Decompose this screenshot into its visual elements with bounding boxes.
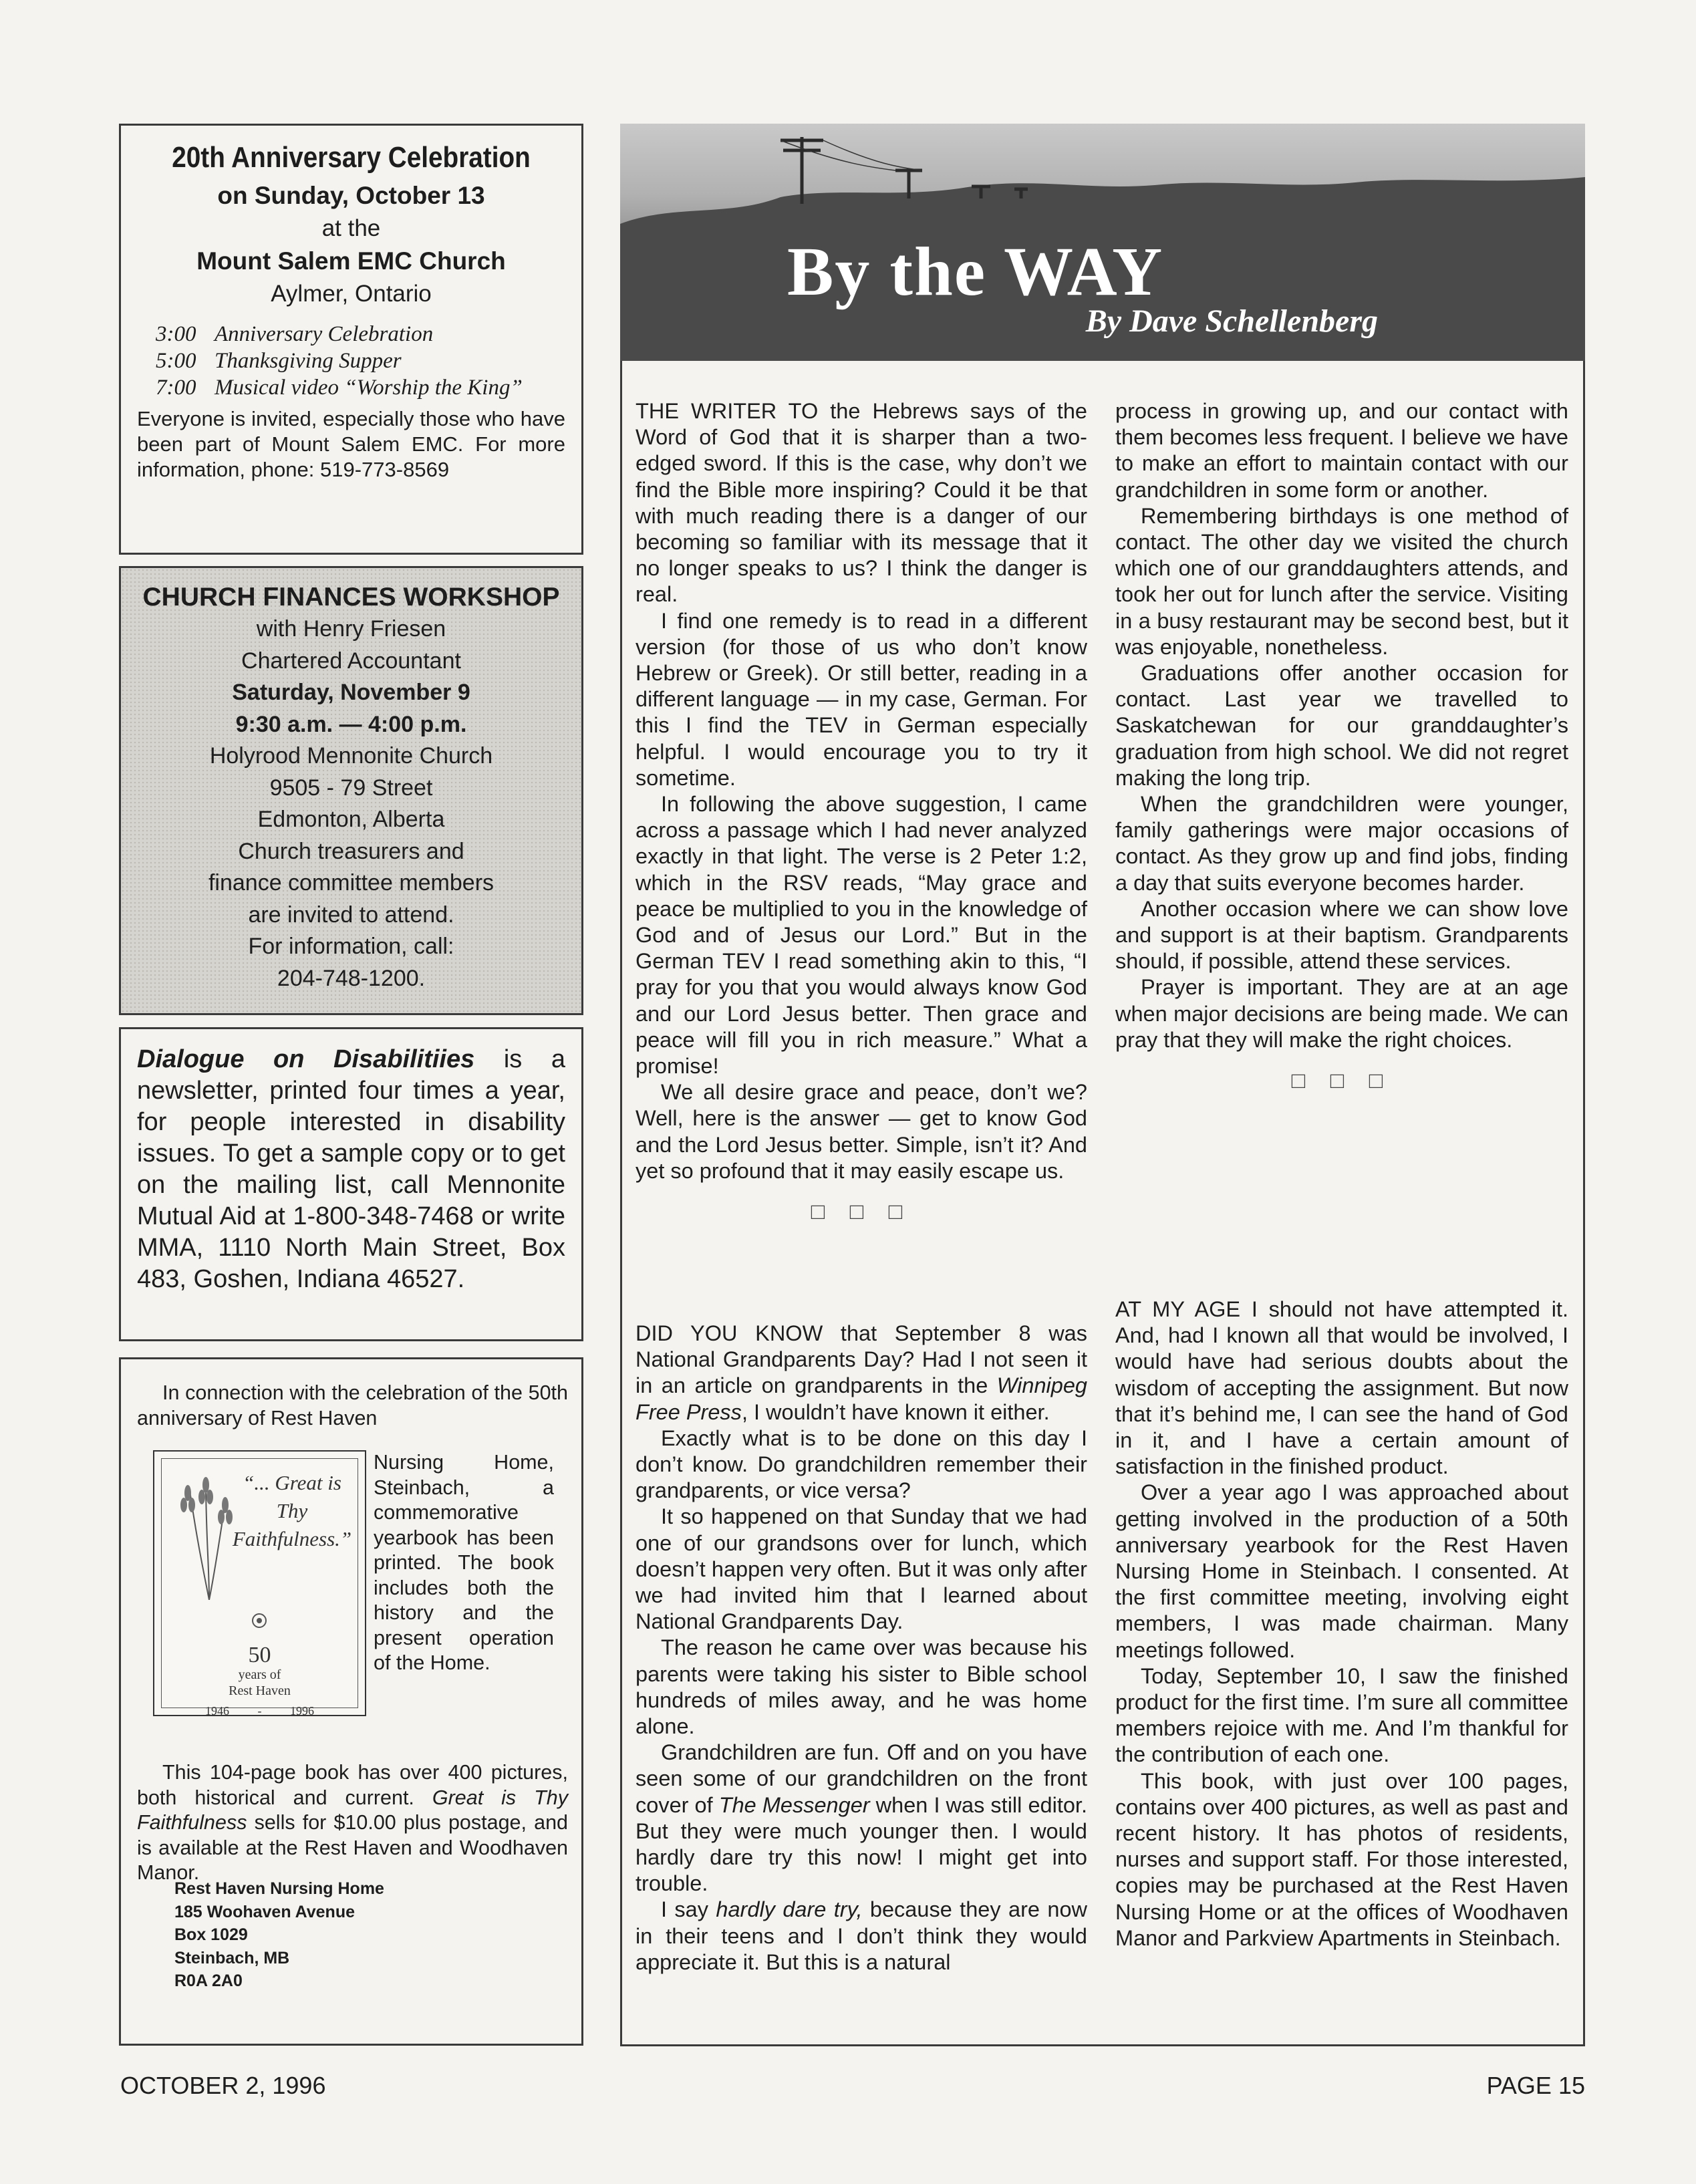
yearbook-cover-years: years of Rest Haven bbox=[229, 1667, 291, 1698]
paragraph: When the grandchildren were younger, family gatherings were major occasions of contact. As they grow up and find jobs, finding a day that suits everyone becomes harder. bbox=[1115, 792, 1568, 895]
workshop-date: Saturday, November 9 bbox=[232, 680, 470, 705]
column-title: By the WAY bbox=[787, 233, 1164, 310]
paragraph: I find one remedy is to read in a different version (for those of us who don’t know Hebrew or Greek). Or still better, reading in a different language — in my case, German. For this I find the TEV in German especially helpful. I would encourage you to try it sometime. bbox=[635, 608, 1087, 790]
workshop-notice bbox=[119, 566, 583, 1015]
schedule-item: 3:00 Anniversary Celebration bbox=[156, 322, 434, 346]
paragraph: Prayer is important. They are at an age when major decisions are being made. We can pray that they will make the right choices. bbox=[1115, 975, 1568, 1052]
yearbook-intro: In connection with the celebration of the 50th anniversary of Rest Haven bbox=[137, 1381, 568, 1429]
workshop-role: Chartered Accountant bbox=[241, 648, 461, 674]
anniversary-date: on Sunday, October 13 bbox=[217, 182, 485, 209]
workshop-venue: Holyrood Mennonite Church bbox=[209, 743, 493, 769]
newsletter-name: Dialogue on Disabilitiies bbox=[137, 1045, 475, 1073]
paragraph: Over a year ago I was approached about getting involved in the production of a 50th anniversary yearbook for the Rest Haven Nursing Home in Steinbach. I consented. At the first committee meeting, involving eight members, I was made chairman. Many meetings followed. bbox=[1115, 1480, 1568, 1662]
workshop-presenter: with Henry Friesen bbox=[256, 616, 446, 642]
newsletter-notice bbox=[119, 1027, 583, 1341]
article-section-grandparents bbox=[635, 1321, 1087, 1975]
workshop-street: 9505 - 79 Street bbox=[269, 775, 433, 801]
anniversary-notice bbox=[119, 124, 583, 555]
yearbook-notice bbox=[119, 1357, 583, 2046]
paragraph: THE WRITER TO the Hebrews says of the Word of God that it is sharper than a two-edged sword. If this is the case, why don’t we find the Bible more inspiring? Could it be that with much reading there is a danger of our becoming so familiar with its message that it no longer speaks to us? I think the danger is real. bbox=[635, 399, 1087, 607]
paragraph: This book, with just over 100 pages, contains over 400 pictures, as well as past and recent history. It has photos of residents, nurses and support staff. For those interested, copies may be purchased at the Rest Haven Nursing Home or at the offices of Woodhaven Manor and Parkview Apartments in Steinbach. bbox=[1115, 1768, 1568, 1950]
column-banner bbox=[620, 124, 1585, 361]
section-divider: □ □ □ bbox=[1291, 1068, 1393, 1094]
paragraph: Graduations offer another occasion for contact. Last year we travelled to Saskatchewan for our granddaughter’s graduation from high school. We did not regret making the long trip. bbox=[1115, 661, 1568, 790]
paragraph: Remembering birthdays is one method of contact. The other day we visited the church which one of our granddaughters attends, and took her out for lunch after the service. Visiting in a busy restaurant may be second best, but it was enjoyable, nonetheless. bbox=[1115, 503, 1568, 659]
paragraph: Another occasion where we can show love and support is at their baptism. Grandparents should, if possible, attend these services. bbox=[1115, 896, 1568, 974]
workshop-line: For information, call: bbox=[248, 934, 454, 959]
paragraph: In following the above suggestion, I came across a passage which I had never analyzed exactly in that light. The verse is 2 Peter 1:2, which in the RSV reads, “May grace and peace be multiplied to you in the knowledge of God and of Jesus our Lord.” But in the German TEV I read something akin to this, “I pray for you that you would always know God and our Lord Jesus better. Then grace and peace will fill you in rich measure.” What a promise! bbox=[635, 792, 1087, 1079]
yearbook-cover-image bbox=[153, 1450, 366, 1716]
article-section-contact bbox=[1115, 398, 1568, 1109]
anniversary-at: at the bbox=[321, 215, 381, 241]
paragraph: DID YOU KNOW that September 8 was National Grandparents Day? Had I not seen it in an article on grandparents in the Winnipeg Free Press, I wouldn’t have known it either. bbox=[635, 1321, 1087, 1424]
workshop-title: CHURCH FINANCES WORKSHOP bbox=[142, 583, 560, 611]
footer-page-number: PAGE 15 bbox=[1486, 2072, 1585, 2099]
anniversary-invite: Everyone is invited, especially those who have been part of Mount Salem EMC. For more information, phone: 519-773-8569 bbox=[137, 407, 565, 481]
schedule-item: 7:00 Musical video “Worship the King” bbox=[156, 376, 523, 400]
yearbook-cover-dates: 1946 - 1996 bbox=[205, 1704, 314, 1718]
workshop-line: Church treasurers and bbox=[238, 838, 464, 864]
paragraph: process in growing up, and our contact with them becomes less frequent. I believe we have to make an effort to maintain contact with our grandchildren in some form or another. bbox=[1115, 399, 1568, 502]
wheat-icon bbox=[169, 1466, 236, 1600]
paragraph: We all desire grace and peace, don’t we? Well, here is the answer — get to know God and the Lord Jesus better. Simple, isn’t it? And yet so profound that it may easily escape us. bbox=[635, 1080, 1087, 1183]
workshop-line: are invited to attend. bbox=[248, 902, 454, 928]
anniversary-city: Aylmer, Ontario bbox=[271, 281, 432, 307]
paragraph: Exactly what is to be done on this day I don’t know. Do grandchildren remember their grandparents, or vice versa? bbox=[635, 1425, 1087, 1503]
workshop-line: finance committee members bbox=[208, 870, 494, 896]
paragraph: It so happened on that Sunday that we had one of our grandsons over for lunch, which doesn’t happen very often. But it was only after we had invited him that I learned about National Grandparents Day. bbox=[635, 1504, 1087, 1634]
paragraph: I say hardly dare try, because they are now in their teens and I don’t think they would appreciate it. But this is a natural bbox=[635, 1897, 1087, 1974]
paragraph: Today, September 10, I saw the finished product for the first time. I’m sure all committee members rejoice with me. And I’m thankful for the contribution of each one. bbox=[1115, 1663, 1568, 1767]
article-section-yearbook bbox=[1115, 1296, 1568, 1951]
anniversary-title: 20th Anniversary Celebration bbox=[172, 141, 531, 174]
yearbook-cover-quote: “... Great is Thy Faithfulness.” bbox=[232, 1471, 352, 1550]
section-divider: □ □ □ bbox=[811, 1199, 912, 1225]
column-byline: By Dave Schellenberg bbox=[1085, 303, 1378, 339]
column-article bbox=[620, 361, 1585, 2046]
anniversary-church: Mount Salem EMC Church bbox=[196, 247, 506, 275]
yearbook-cover-number: 50 bbox=[248, 1643, 271, 1667]
yearbook-side-text: Nursing Home, Steinbach, a commemorative yearbook has been printed. The book includes both the history and the present operation of the Home. bbox=[374, 1451, 554, 1674]
workshop-city: Edmonton, Alberta bbox=[257, 807, 445, 832]
schedule-item: 5:00 Thanksgiving Supper bbox=[156, 349, 402, 373]
article-section-faith bbox=[635, 398, 1087, 1240]
workshop-phone: 204-748-1200. bbox=[277, 965, 426, 991]
paragraph: AT MY AGE I should not have attempted it. And, had I known all that would be involved, I would have had serious doubts about the wisdom of accepting the assignment. But now that it’s behind me, I can see the hand of God in it, and I have a certain amount of satisfaction in the finished product. bbox=[1115, 1297, 1568, 1479]
yearbook-body: This 104-page book has over 400 pictures, both historical and current. Great is Thy Faithfulness sells for $10.00 plus postage, and is available at the Rest Haven and Woodhaven Manor. bbox=[137, 1761, 568, 1884]
yearbook-address: Rest Haven Nursing Home 185 Woohaven Avenue Box 1029 Steinbach, MB R0A 2A0 bbox=[174, 1879, 384, 1990]
paragraph: The reason he came over was because his parents were taking his sister to Bible school hundreds of miles away, and he was home alone. bbox=[635, 1635, 1087, 1739]
footer-date: OCTOBER 2, 1996 bbox=[120, 2072, 326, 2099]
ornament-icon bbox=[248, 1611, 271, 1631]
workshop-time: 9:30 a.m. — 4:00 p.m. bbox=[235, 711, 467, 737]
anniversary-schedule bbox=[156, 321, 565, 401]
newsletter-text: Dialogue on Disabilitiies is a newsletter, printed four times a year, for people interested in disability issues. To get a sample copy or to get on the mailing list, call Mennonite Mutual Aid at 1-800-348-7468 or write MMA, 1110 North Main Street, Box 483, Goshen, Indiana 46527. bbox=[137, 1045, 565, 1293]
paragraph: Grandchildren are fun. Off and on you have seen some of our grandchildren on the front cover of The Messenger when I was still editor. But they were much younger then. I would hardly dare try this now! I might get into trouble. bbox=[635, 1740, 1087, 1896]
